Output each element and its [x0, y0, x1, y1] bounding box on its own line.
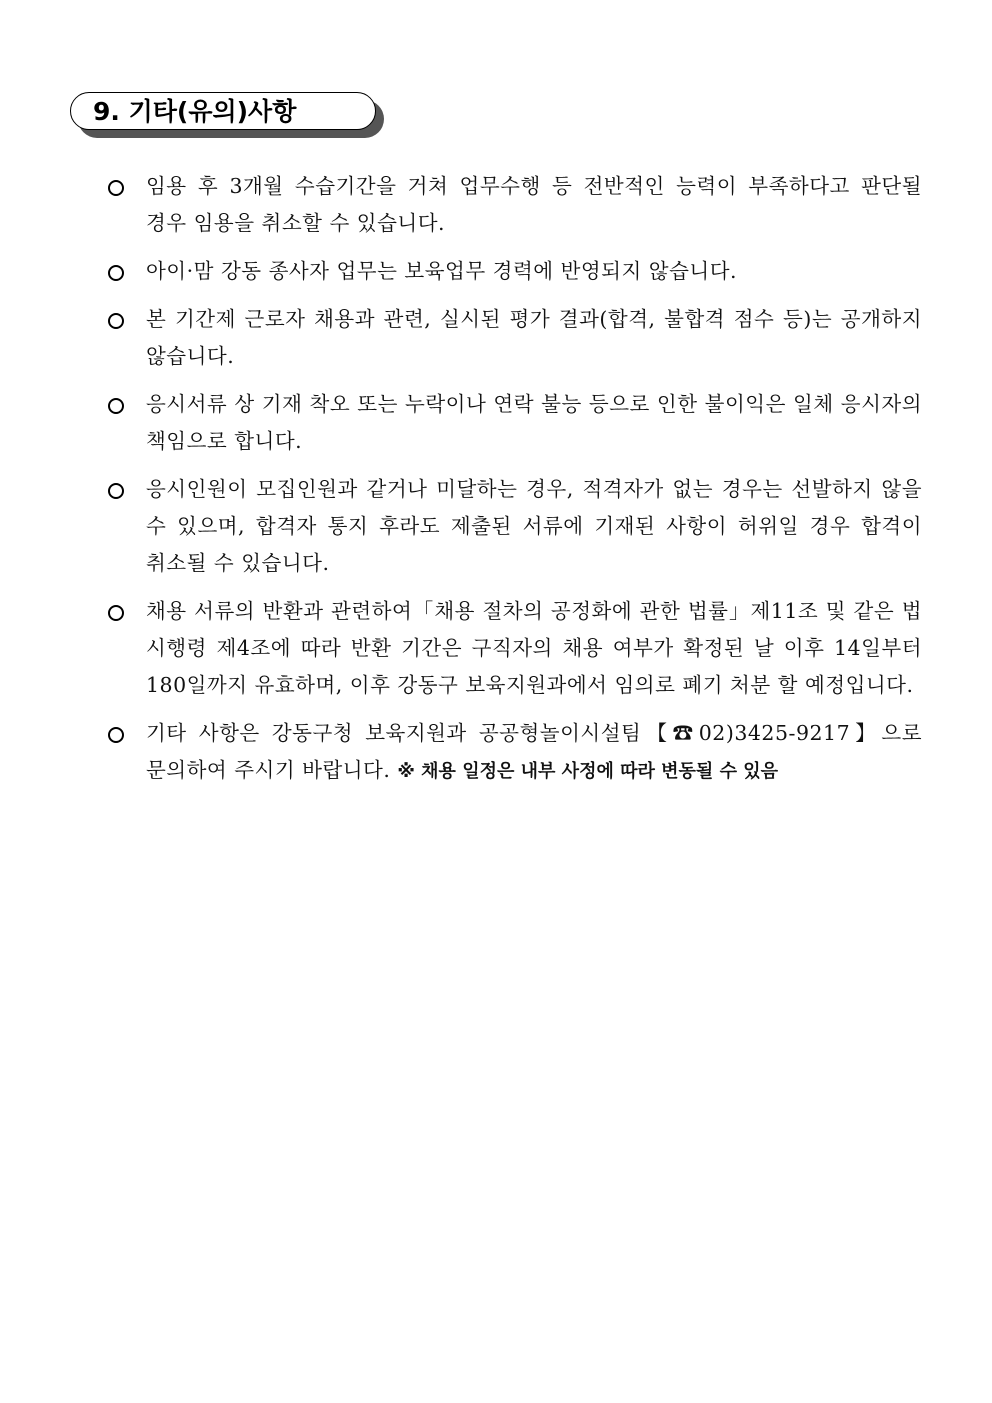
notice-item-results — [106, 301, 922, 375]
circle-bullet-icon — [108, 265, 124, 281]
circle-bullet-icon — [108, 605, 124, 621]
phone-icon: ☎ — [672, 721, 699, 745]
notice-item-career — [106, 253, 922, 290]
notice-item-responsibility — [106, 386, 922, 460]
circle-bullet-icon — [108, 483, 124, 499]
schedule-change-note: ※ 채용 일정은 내부 사정에 따라 변동될 수 있음 — [397, 761, 779, 782]
notice-item-contact — [106, 715, 922, 790]
circle-bullet-icon — [108, 180, 124, 196]
notice-text: 임용 후 3개월 수습기간을 거쳐 업무수행 등 전반적인 능력이 부족하다고 판단될 경우 임용을 취소할 수 있습니다. — [146, 174, 922, 235]
notice-text — [146, 715, 922, 790]
circle-bullet-icon — [108, 727, 124, 743]
contact-text-before: 기타 사항은 강동구청 보육지원과 공공형놀이시설팀【 — [146, 721, 673, 745]
notice-item-selection — [106, 471, 922, 582]
section-title: 9. 기타(유의)사항 — [93, 97, 297, 126]
notice-list — [106, 168, 922, 801]
notice-text: 채용 서류의 반환과 관련하여「채용 절차의 공정화에 관한 법률」제11조 및 같은 법 시행령 제4조에 따라 반환 기간은 구직자의 채용 여부가 확정된 날 이후 14일부터 180일까지 유효하며, 이후 강동구 보육지원과에서 임의로 폐기 처분 할 예정입니다. — [146, 599, 922, 697]
section-header-box — [70, 92, 376, 130]
notice-text: 응시서류 상 기재 착오 또는 누락이나 연락 불능 등으로 인한 불이익은 일체 응시자의 책임으로 합니다. — [146, 392, 922, 453]
contact-phone-number: 02)3425-9217 — [698, 721, 851, 745]
circle-bullet-icon — [108, 313, 124, 329]
contact-text-after: 】으로 문의하여 주시기 바랍니다. — [146, 721, 923, 782]
notice-item-document-return — [106, 593, 922, 704]
notice-text: 아이·맘 강동 종사자 업무는 보육업무 경력에 반영되지 않습니다. — [146, 259, 738, 283]
circle-bullet-icon — [108, 398, 124, 414]
notice-text: 본 기간제 근로자 채용과 관련, 실시된 평가 결과(합격, 불합격 점수 등)는 공개하지 않습니다. — [146, 307, 922, 368]
section-header — [70, 92, 386, 140]
notice-text: 응시인원이 모집인원과 같거나 미달하는 경우, 적격자가 없는 경우는 선발하지 않을 수 있으며, 합격자 통지 후라도 제출된 서류에 기재된 사항이 허위일 경우 합격이 취소될 수 있습니다. — [146, 477, 922, 575]
notice-item-probation — [106, 168, 922, 242]
